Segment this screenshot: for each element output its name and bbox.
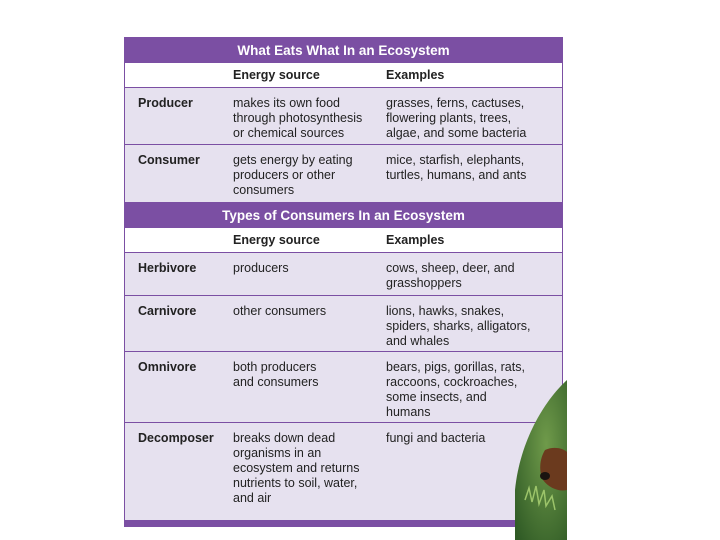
ecosystem-table bbox=[124, 37, 563, 527]
table-row bbox=[125, 88, 562, 145]
row-label: Producer bbox=[138, 96, 193, 110]
examples-cell: bears, pigs, gorillas, rats, raccoons, cockroaches, some insects, and humans bbox=[386, 360, 525, 419]
table-row bbox=[125, 145, 562, 202]
examples-cell: mice, starfish, elephants, turtles, humans, and ants bbox=[386, 153, 527, 182]
row-label: Carnivore bbox=[138, 304, 197, 318]
energy-source-cell: makes its own food through photosynthesis or chemical sources bbox=[233, 96, 363, 140]
row-label: Consumer bbox=[138, 153, 200, 167]
energy-source-cell: other consumers bbox=[233, 304, 327, 318]
energy-source-cell: gets energy by eating producers or other consumers bbox=[233, 153, 353, 197]
animal-photo bbox=[515, 380, 567, 540]
table-bottom-bar bbox=[125, 520, 562, 527]
animal-photo-image bbox=[515, 380, 567, 540]
table-row bbox=[125, 352, 562, 423]
column-header-energy-source: Energy source bbox=[233, 233, 320, 247]
row-label: Decomposer bbox=[138, 431, 214, 445]
section-title: What Eats What In an Ecosystem bbox=[125, 37, 562, 63]
column-header-examples: Examples bbox=[386, 233, 445, 247]
table-row bbox=[125, 253, 562, 296]
energy-source-cell: breaks down dead organisms in an ecosystem and returns nutrients to soil, water, and air bbox=[233, 431, 360, 505]
section-title: Types of Consumers In an Ecosystem bbox=[125, 202, 562, 228]
examples-cell: fungi and bacteria bbox=[386, 431, 486, 445]
column-header-row bbox=[125, 228, 562, 253]
column-header-examples: Examples bbox=[386, 68, 445, 82]
row-label: Herbivore bbox=[138, 261, 197, 275]
row-label: Omnivore bbox=[138, 360, 197, 374]
examples-cell: grasses, ferns, cactuses, flowering plants, trees, algae, and some bacteria bbox=[386, 96, 527, 140]
column-header-row bbox=[125, 63, 562, 88]
table-row bbox=[125, 423, 562, 520]
section-1-body bbox=[125, 88, 562, 202]
energy-source-cell: both producers and consumers bbox=[233, 360, 319, 389]
column-header-energy-source: Energy source bbox=[233, 68, 320, 82]
section-2-body bbox=[125, 253, 562, 520]
examples-cell: lions, hawks, snakes, spiders, sharks, alligators, and whales bbox=[386, 304, 531, 348]
table-row bbox=[125, 296, 562, 352]
examples-cell: cows, sheep, deer, and grasshoppers bbox=[386, 261, 515, 290]
energy-source-cell: producers bbox=[233, 261, 289, 275]
